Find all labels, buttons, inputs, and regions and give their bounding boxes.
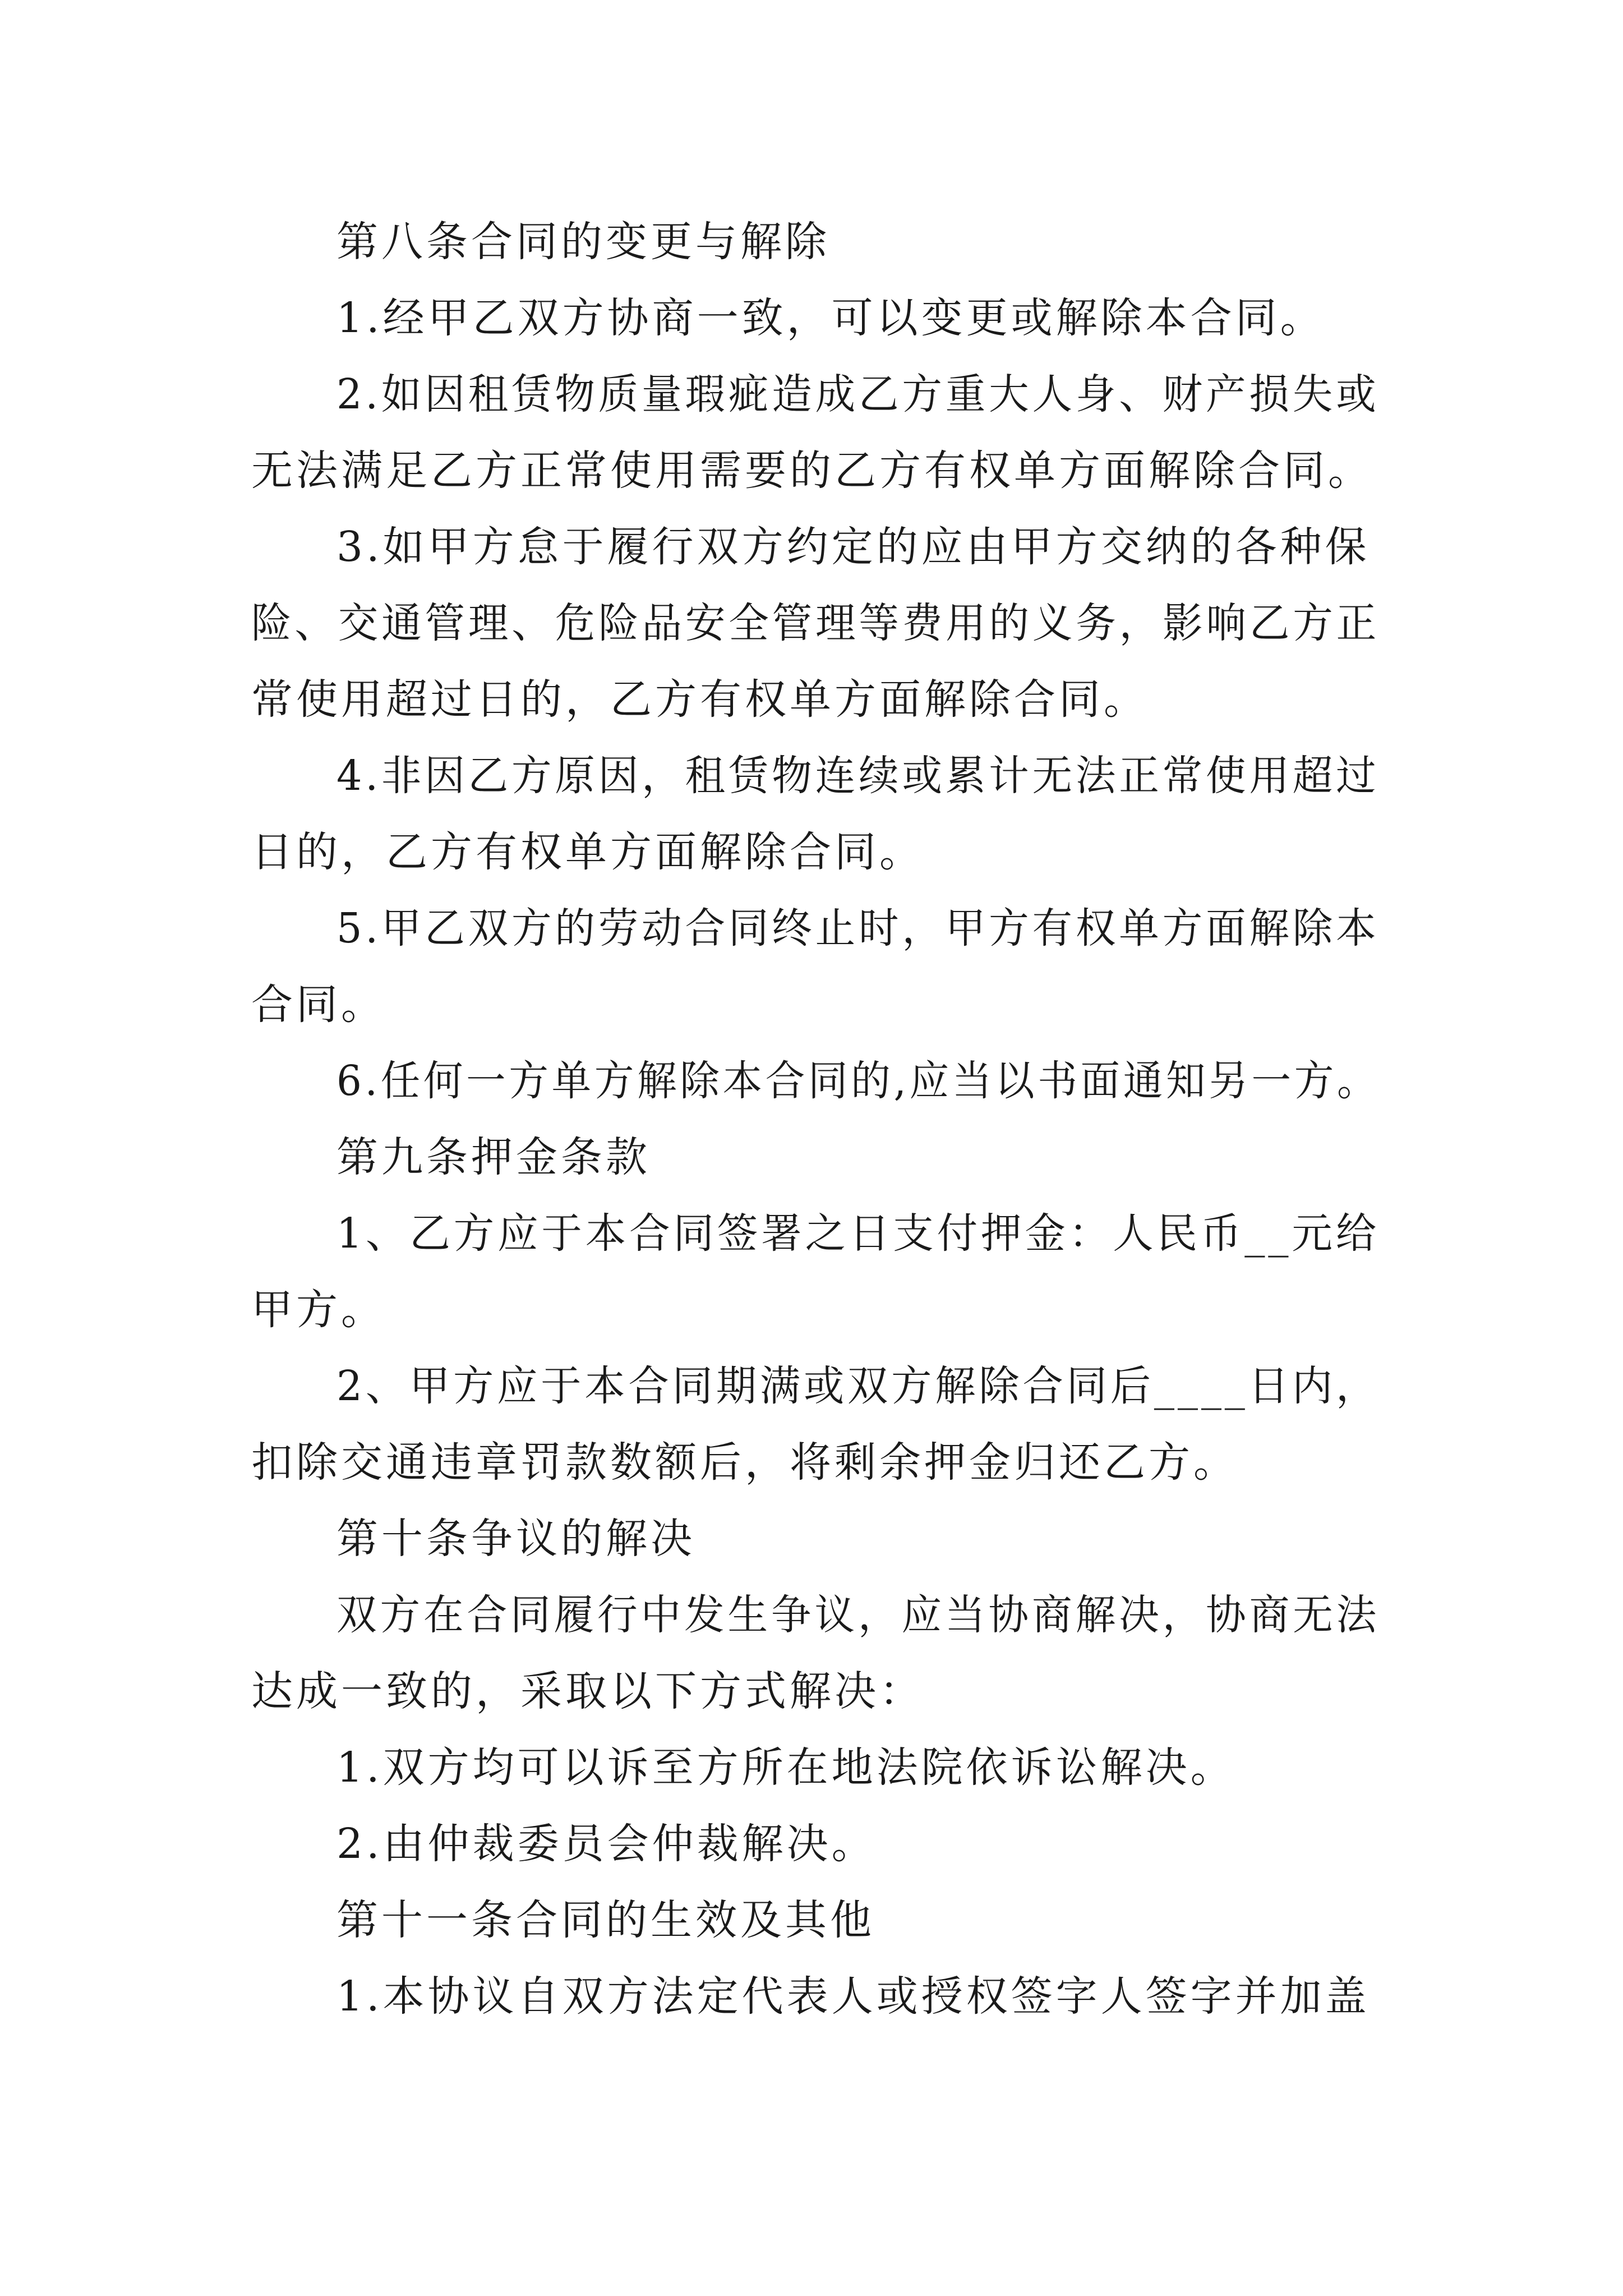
article-9-item-1: 1、乙方应于本合同签署之日支付押金：人民币__元给 (336, 1209, 1380, 1258)
article-8-item-2: 2.如因租赁物质量瑕疵造成乙方重大人身、财产损失或 (336, 370, 1380, 418)
article-9-item-2-cont: 扣除交通违章罚款数额后，将剩余押金归还乙方。 (251, 1438, 1238, 1487)
article-8-item-4: 4.非因乙方原因，租赁物连续或累计无法正常使用超过 (336, 752, 1380, 800)
article-11-heading: 第十一条合同的生效及其他 (336, 1896, 875, 1944)
article-8-item-6: 6.任何一方单方解除本合同的,应当以书面通知另一方。 (336, 1057, 1380, 1105)
article-8-item-5: 5.甲乙双方的劳动合同终止时，甲方有权单方面解除本 (336, 904, 1380, 953)
article-8-item-5-cont: 合同。 (251, 981, 386, 1029)
article-10-heading: 第十条争议的解决 (336, 1515, 695, 1563)
article-9-item-1-cont: 甲方。 (251, 1286, 386, 1334)
article-9-item-2: 2、甲方应于本合同期满或双方解除合同后____日内， (336, 1362, 1380, 1410)
article-8-item-1: 1.经甲乙双方协商一致，可以变更或解除本合同。 (336, 294, 1325, 342)
article-8-item-3: 3.如甲方怠于履行双方约定的应由甲方交纳的各种保 (336, 523, 1370, 571)
article-10-item-2: 2.由仲裁委员会仲裁解决。 (336, 1820, 877, 1868)
article-8-item-3-cont-2: 常使用超过日的，乙方有权单方面解除合同。 (251, 675, 1149, 724)
article-11-item-1: 1.本协议自双方法定代表人或授权签字人签字并加盖 (336, 1972, 1370, 2021)
article-8-heading: 第八条合同的变更与解除 (336, 218, 830, 266)
article-10-item-1: 1.双方均可以诉至方所在地法院依诉讼解决。 (336, 1743, 1235, 1792)
article-10-body: 双方在合同履行中发生争议，应当协商解决，协商无法 (336, 1591, 1380, 1639)
article-8-item-3-cont-1: 险、交通管理、危险品安全管理等费用的义务，影响乙方正 (251, 599, 1380, 647)
article-10-body-cont: 达成一致的，采取以下方式解决： (251, 1667, 924, 1715)
article-9-heading: 第九条押金条款 (336, 1133, 651, 1181)
article-8-item-2-cont: 无法满足乙方正常使用需要的乙方有权单方面解除合同。 (251, 447, 1373, 495)
article-8-item-4-cont: 日的，乙方有权单方面解除合同。 (251, 828, 924, 876)
